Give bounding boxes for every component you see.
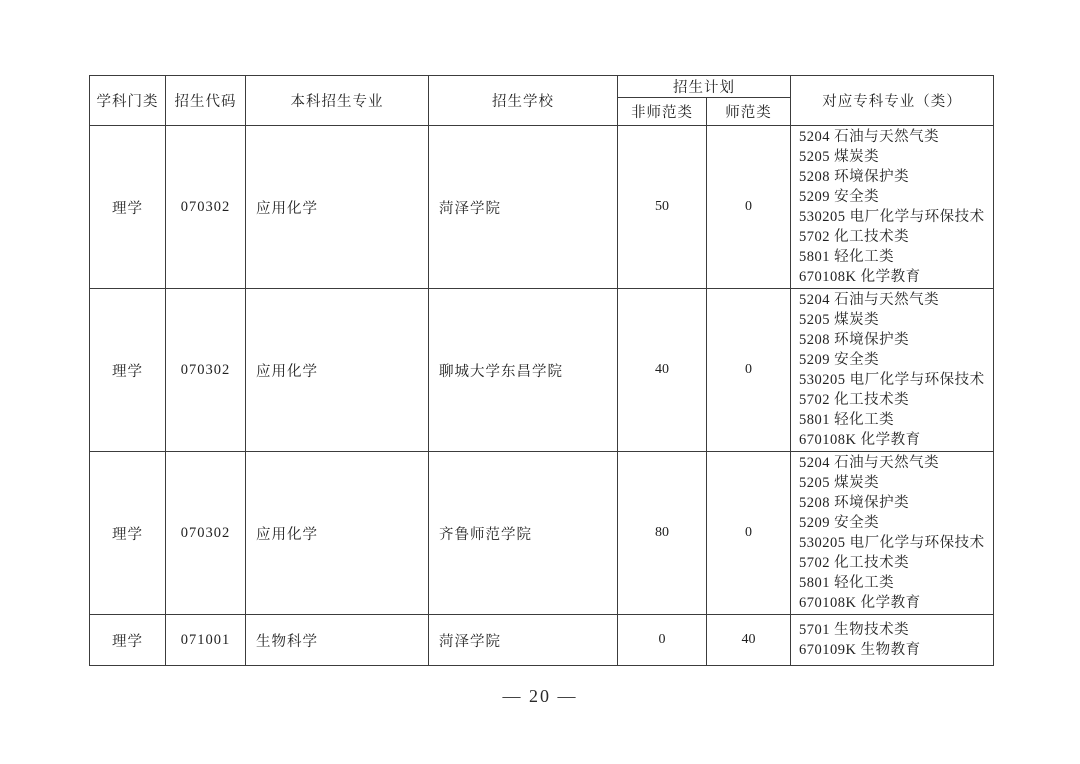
cell-specialty-list bbox=[791, 289, 994, 452]
page-number: — 20 — bbox=[502, 686, 578, 706]
specialty-line: 5205 煤炭类 bbox=[799, 149, 880, 165]
cell-subject-category: 理学 bbox=[90, 615, 166, 666]
specialty-line: 5209 安全类 bbox=[799, 352, 880, 368]
header-enrollment-code: 招生代码 bbox=[166, 76, 246, 126]
specialty-line: 5208 环境保护类 bbox=[799, 332, 910, 348]
header-row-1 bbox=[90, 76, 994, 98]
specialty-line: 670108K 化学教育 bbox=[799, 595, 921, 611]
cell-major: 生物科学 bbox=[246, 615, 429, 666]
specialty-line: 5209 安全类 bbox=[799, 515, 880, 531]
table-row bbox=[90, 615, 994, 666]
header-corresponding-specialty: 对应专科专业（类） bbox=[791, 76, 994, 126]
specialty-line: 5702 化工技术类 bbox=[799, 392, 910, 408]
cell-enrollment-code: 071001 bbox=[166, 615, 246, 666]
specialty-line: 5204 石油与天然气类 bbox=[799, 455, 940, 471]
cell-normal-count: 0 bbox=[707, 452, 791, 615]
specialty-line: 5205 煤炭类 bbox=[799, 475, 880, 491]
specialty-line: 5208 环境保护类 bbox=[799, 169, 910, 185]
table-row bbox=[90, 126, 994, 289]
specialty-line: 530205 电厂化学与环保技术 bbox=[799, 535, 985, 551]
specialty-line: 670108K 化学教育 bbox=[799, 432, 921, 448]
cell-non-normal-count: 50 bbox=[618, 126, 707, 289]
cell-major: 应用化学 bbox=[246, 289, 429, 452]
cell-school: 齐鲁师范学院 bbox=[429, 452, 618, 615]
specialty-line: 5208 环境保护类 bbox=[799, 495, 910, 511]
cell-enrollment-code: 070302 bbox=[166, 289, 246, 452]
specialty-line: 5205 煤炭类 bbox=[799, 312, 880, 328]
specialty-line: 530205 电厂化学与环保技术 bbox=[799, 372, 985, 388]
cell-non-normal-count: 40 bbox=[618, 289, 707, 452]
header-undergrad-major: 本科招生专业 bbox=[246, 76, 429, 126]
specialty-line: 5209 安全类 bbox=[799, 189, 880, 205]
cell-school: 菏泽学院 bbox=[429, 615, 618, 666]
header-non-normal-class: 非师范类 bbox=[618, 98, 707, 126]
enrollment-plan-table bbox=[89, 75, 994, 666]
cell-specialty-list bbox=[791, 615, 994, 666]
header-normal-class: 师范类 bbox=[707, 98, 791, 126]
cell-school: 菏泽学院 bbox=[429, 126, 618, 289]
cell-major: 应用化学 bbox=[246, 452, 429, 615]
cell-normal-count: 0 bbox=[707, 289, 791, 452]
header-subject-category: 学科门类 bbox=[90, 76, 166, 126]
specialty-line: 530205 电厂化学与环保技术 bbox=[799, 209, 985, 225]
table-row bbox=[90, 289, 994, 452]
cell-enrollment-code: 070302 bbox=[166, 126, 246, 289]
specialty-line: 5801 轻化工类 bbox=[799, 412, 895, 428]
cell-subject-category: 理学 bbox=[90, 126, 166, 289]
cell-school: 聊城大学东昌学院 bbox=[429, 289, 618, 452]
specialty-line: 670109K 生物教育 bbox=[799, 642, 921, 658]
specialty-line: 5801 轻化工类 bbox=[799, 575, 895, 591]
specialty-line: 5204 石油与天然气类 bbox=[799, 292, 940, 308]
table-row bbox=[90, 452, 994, 615]
cell-non-normal-count: 0 bbox=[618, 615, 707, 666]
specialty-line: 5702 化工技术类 bbox=[799, 229, 910, 245]
cell-specialty-list bbox=[791, 126, 994, 289]
specialty-line: 5801 轻化工类 bbox=[799, 249, 895, 265]
cell-non-normal-count: 80 bbox=[618, 452, 707, 615]
specialty-line: 5701 生物技术类 bbox=[799, 622, 910, 638]
header-enrollment-plan-group: 招生计划 bbox=[618, 76, 791, 98]
specialty-line: 5204 石油与天然气类 bbox=[799, 129, 940, 145]
specialty-line: 670108K 化学教育 bbox=[799, 269, 921, 285]
cell-normal-count: 0 bbox=[707, 126, 791, 289]
cell-major: 应用化学 bbox=[246, 126, 429, 289]
cell-subject-category: 理学 bbox=[90, 289, 166, 452]
specialty-line: 5702 化工技术类 bbox=[799, 555, 910, 571]
header-enrollment-school: 招生学校 bbox=[429, 76, 618, 126]
cell-enrollment-code: 070302 bbox=[166, 452, 246, 615]
cell-normal-count: 40 bbox=[707, 615, 791, 666]
cell-specialty-list bbox=[791, 452, 994, 615]
cell-subject-category: 理学 bbox=[90, 452, 166, 615]
